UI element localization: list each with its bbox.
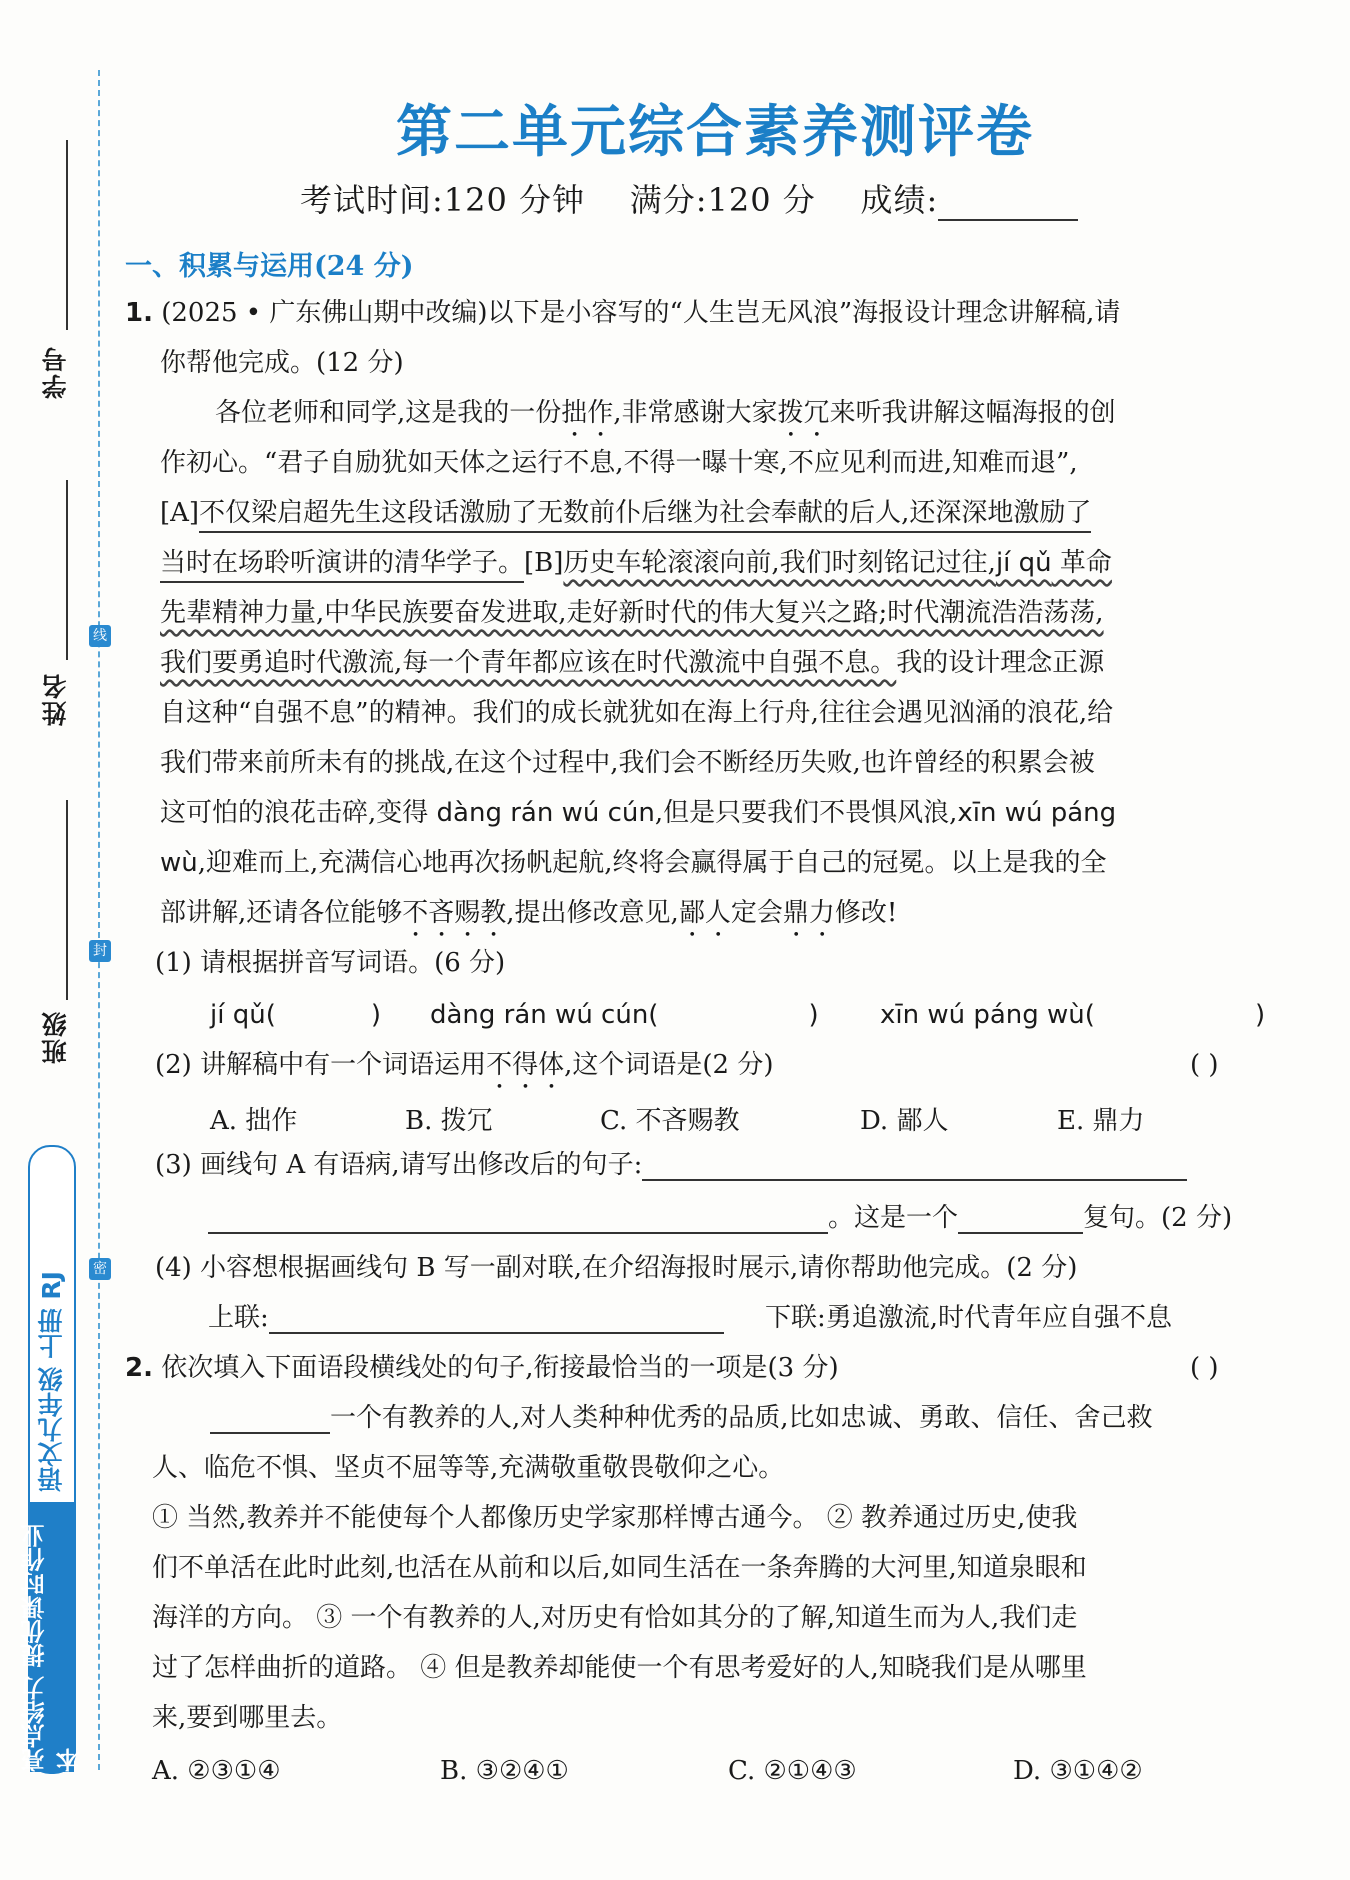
pinyin-wu: wù bbox=[160, 848, 198, 878]
spine-brand-band bbox=[20, 1502, 84, 1772]
q2-option-b[interactable]: B. ③②④① bbox=[440, 1756, 569, 1786]
q2-stem bbox=[125, 1353, 839, 1384]
page-title: 第二单元综合素养测评卷 bbox=[396, 99, 1034, 165]
text: 来听我讲解这幅海报的创 bbox=[829, 398, 1116, 428]
sentence-a-end: 当时在场聆听演讲的清华学子。 bbox=[160, 548, 524, 583]
q2-option-c[interactable]: C. ②①④③ bbox=[728, 1756, 857, 1786]
q1-sub3 bbox=[155, 1150, 1187, 1181]
q1-sub2-option-c[interactable]: C. 不吝赐教 bbox=[600, 1106, 740, 1136]
q1-para8: 我们带来前所未有的挑战,在这个过程中,我们会不断经历失败,也许曾经的积累会被 bbox=[160, 748, 1095, 778]
q1-para5 bbox=[160, 598, 1104, 629]
q1-stem2: 你帮他完成。(12 分) bbox=[160, 348, 404, 378]
q1-para9 bbox=[160, 798, 1116, 829]
q1-sub3-blank-type[interactable] bbox=[958, 1206, 1083, 1234]
word-bokong: 拨冗 bbox=[777, 398, 830, 428]
q1-sub2-option-e[interactable]: E. 鼎力 bbox=[1057, 1106, 1145, 1136]
word-dingli: 鼎力 bbox=[782, 898, 835, 928]
text: jí qǔ( bbox=[210, 1000, 276, 1030]
q1-sub3-line2 bbox=[208, 1203, 1232, 1234]
binding-dashed-line bbox=[98, 70, 100, 1770]
marker-b: [B] bbox=[524, 548, 564, 578]
text: 复句。(2 分) bbox=[1083, 1203, 1233, 1233]
text: 上联: bbox=[208, 1303, 269, 1333]
q1-para4 bbox=[160, 548, 1112, 579]
exam-info bbox=[300, 175, 1078, 221]
q1-stem1: (2025 • 广东佛山期中改编)以下是小容写的“人生岂无风浪”海报设计理念讲解稿,请 bbox=[161, 298, 1121, 328]
q1-sub1-blank-b[interactable] bbox=[430, 1000, 819, 1031]
book-spine bbox=[20, 1145, 84, 1774]
side-label-xingming: 姓名 bbox=[41, 672, 70, 726]
q1-para11 bbox=[160, 898, 897, 943]
pinyin-dangranwucun: dàng rán wú cún bbox=[436, 798, 655, 828]
text: ,这个词语是(2 分) bbox=[564, 1050, 774, 1080]
side-line-banji[interactable] bbox=[66, 800, 68, 1000]
word-buli: 不吝赐教 bbox=[402, 898, 507, 928]
section-title: 一、积累与运用(24 分) bbox=[125, 251, 414, 282]
text: 。这是一个 bbox=[828, 1203, 959, 1233]
side-line-xingming[interactable] bbox=[66, 480, 68, 660]
word-budeti: 不得体 bbox=[486, 1050, 565, 1080]
text: 定会 bbox=[730, 898, 783, 928]
q2-para3: ① 当然,教养并不能使每个人都像历史学家那样博古通今。 ② 教养通过历史,使我 bbox=[152, 1503, 1078, 1533]
q1-para7: 自这种“自强不息”的精神。我们的成长就犹如在海上行舟,往往会遇见汹涌的浪花,给 bbox=[160, 698, 1114, 728]
side-label-xuehao: 学号 bbox=[41, 345, 70, 399]
exam-time: 考试时间:120 分钟 bbox=[300, 181, 586, 219]
q1-number: 1. bbox=[125, 298, 153, 328]
text: ) bbox=[370, 1000, 381, 1030]
q1-para10 bbox=[160, 848, 1107, 879]
text: ) bbox=[1254, 1000, 1266, 1030]
q2-option-d[interactable]: D. ③①④② bbox=[1013, 1756, 1143, 1786]
q2-para7: 来,要到哪里去。 bbox=[152, 1703, 343, 1733]
side-label-banji: 班级 bbox=[41, 1010, 70, 1064]
text: 一个有教养的人,对人类种种优秀的品质,比如忠诚、勇敢、信任、舍己救 bbox=[330, 1403, 1153, 1433]
word-zhuozuo: 拙作 bbox=[561, 398, 614, 428]
q2-para2: 人、临危不惧、坚贞不屈等等,充满敬重敬畏敬仰之心。 bbox=[152, 1453, 785, 1483]
badge-mi: 密 bbox=[89, 1258, 111, 1280]
q2-para6: 过了怎样曲折的道路。 ④ 但是教养却能使一个有思考爱好的人,知晓我们是从哪里 bbox=[152, 1653, 1087, 1683]
q1-sub1-blank-c[interactable] bbox=[880, 1000, 1265, 1031]
badge-xian: 线 bbox=[89, 625, 111, 647]
q1-sub4: (4) 小容想根据画线句 B 写一副对联,在介绍海报时展示,请你帮助他完成。(2 分) bbox=[155, 1253, 1078, 1283]
q1-sub2-answer-paren[interactable]: ( ) bbox=[1190, 1050, 1219, 1080]
q1-para2: 作初心。“君子自励犹如天体之运行不息,不得一曝十寒,不应见利而进,知难而退”, bbox=[160, 448, 1078, 478]
text: (3) 画线句 A 有语病,请写出修改后的句子: bbox=[155, 1150, 643, 1180]
word-biren: 鄙人 bbox=[678, 898, 731, 928]
sentence-a: 不仅梁启超先生这段话激励了无数前仆后继为社会奉献的后人,还深深地激励了 bbox=[199, 498, 1091, 533]
q2-option-a[interactable]: A. ②③①④ bbox=[152, 1756, 281, 1786]
q1-sub1-blank-a[interactable] bbox=[210, 1000, 381, 1031]
q2-number: 2. bbox=[125, 1353, 153, 1383]
full-score: 满分:120 分 bbox=[629, 181, 816, 219]
text: ) bbox=[808, 1000, 819, 1030]
spine-brand: 亮点给力 提优课时作业本 bbox=[20, 1523, 84, 1772]
sentence-b: 历史车轮滚滚向前,我们时刻铭记过往, bbox=[563, 548, 996, 578]
q1-sub3-blank-line2[interactable] bbox=[208, 1206, 828, 1234]
sentence-b-end: 我们要勇追时代激流,每一个青年都应该在时代激流中自强不息。 bbox=[160, 648, 897, 678]
text: 修改! bbox=[834, 898, 898, 928]
q1-sub2 bbox=[155, 1050, 773, 1095]
q2-blank[interactable] bbox=[210, 1406, 330, 1434]
text: 部讲解,还请各位能够 bbox=[160, 898, 403, 928]
spine-subject: 语文九年级 上册 RJ bbox=[37, 1271, 66, 1492]
q1-sub4-lower: 下联:勇追激流,时代青年应自强不息 bbox=[765, 1303, 1173, 1333]
q1-sub2-option-a[interactable]: A. 拙作 bbox=[210, 1106, 298, 1136]
q2-para5: 海洋的方向。 ③ 一个有教养的人,对历史有恰如其分的了解,知道生而为人,我们走 bbox=[152, 1603, 1078, 1633]
text: 依次填入下面语段横线处的句子,衔接最恰当的一项是(3 分) bbox=[161, 1353, 839, 1383]
q1-para3 bbox=[160, 498, 1091, 529]
q1-sub1: (1) 请根据拼音写词语。(6 分) bbox=[155, 948, 506, 978]
text: (2) 讲解稿中有一个词语运用 bbox=[155, 1050, 487, 1080]
score-label: 成绩: bbox=[860, 181, 939, 219]
text: 各位老师和同学,这是我的一份 bbox=[215, 398, 562, 428]
q1-sub2-option-b[interactable]: B. 拨冗 bbox=[405, 1106, 493, 1136]
text: dàng rán wú cún( bbox=[430, 1000, 659, 1030]
pinyin-xinwupang: xīn wú páng bbox=[957, 798, 1117, 828]
q1-sub2-option-d[interactable]: D. 鄙人 bbox=[860, 1106, 949, 1136]
sentence-b-mid: 先辈精神力量,中华民族要奋发进取,走好新时代的伟大复兴之路;时代潮流浩浩荡荡, bbox=[160, 598, 1104, 628]
q1-sub3-blank-line1[interactable] bbox=[642, 1153, 1187, 1181]
text: ,但是只要我们不畏惧风浪, bbox=[654, 798, 958, 828]
q1-para6 bbox=[160, 648, 1104, 679]
side-line-xuehao[interactable] bbox=[66, 140, 68, 330]
text: ,提出修改意见, bbox=[506, 898, 679, 928]
q1-para1 bbox=[215, 398, 1116, 443]
q2-answer-paren[interactable]: ( ) bbox=[1190, 1353, 1219, 1383]
q2-para1 bbox=[210, 1403, 1153, 1434]
marker-a: [A] bbox=[160, 498, 200, 528]
text: xīn wú páng wù( bbox=[880, 1000, 1095, 1030]
q1-sub4-upper bbox=[208, 1303, 724, 1334]
q1-line1 bbox=[125, 298, 1120, 329]
q2-para4: 们不单活在此时此刻,也活在从前和以后,如同生活在一条奔腾的大河里,知道泉眼和 bbox=[152, 1553, 1087, 1583]
q1-sub4-blank-upper[interactable] bbox=[269, 1306, 724, 1334]
text: ,迎难而上,充满信心地再次扬帆起航,终将会赢得属于自己的冠冕。以上是我的全 bbox=[197, 848, 1107, 878]
pinyin-jiqu: jí qǔ bbox=[995, 548, 1052, 578]
text: 我的设计理念正源 bbox=[896, 648, 1105, 678]
text: 这可怕的浪花击碎,变得 bbox=[160, 798, 437, 828]
score-blank[interactable] bbox=[938, 191, 1078, 221]
text: 革命 bbox=[1051, 548, 1112, 578]
text: ,非常感谢大家 bbox=[613, 398, 778, 428]
badge-feng: 封 bbox=[89, 940, 111, 962]
